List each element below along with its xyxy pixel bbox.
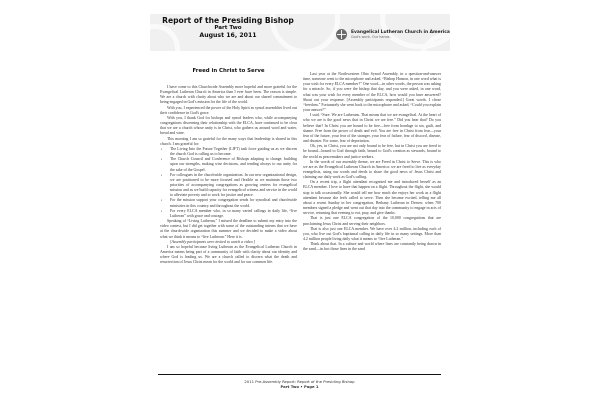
paragraph: In the words of our assembly theme, we are Freed in Christ to Serve. This is who we are as the Evangelical Lutheran Church in America: we are freed to live as everyday evangelists, using our words and deeds to share the good news of Jesus Christ and claiming our daily work as God's calling. (303, 159, 441, 180)
right-column (303, 72, 441, 252)
stage-direction: [Assembly participants were invited to watch a video.] (170, 239, 256, 244)
paragraph: With you, I thank God for bishops and synod leaders who, while accompanying congregations discerning their relationship with the ELCA, have continued to be clear that we are a church whose unity is in Christ, who gathers us around word and water, bread and wine. (160, 115, 297, 136)
list-item: ▪ For every ELCA member who, in so many varied callings in daily life, “live Lutheran” with grace and courage. (170, 209, 297, 219)
report-part: Part Two (214, 25, 242, 31)
page-footer (158, 379, 441, 389)
elca-logo (336, 29, 450, 40)
left-column (160, 85, 297, 265)
paragraph: With you, I experienced the power of the Holy Spirit as synod assemblies lived out their confidence in God's grace. (160, 105, 297, 115)
paragraph: I have come to this Churchwide Assembly more hopeful and more grateful for the Evangelical Lutheran Church in America than I ever have been. The reason is simple. We are a church with clarity about who we are and about our shared commitment to being engaged in God's mission for the life of the world. (160, 85, 297, 105)
logo-name: Evangelical Lutheran Church in America (351, 30, 450, 35)
paragraph: That is also just one ELCA member. We have over 4.2 million, including each of you, who live out God's baptismal calling in daily life in so many settings. More than 4.2 million people living daily what it means to “live Lutheran.” (303, 226, 441, 241)
list-item: ▪ The Church Council and Conference of Bishops adapting to change, building upon our strengths, making wise decisions, and tending always to our unity for the sake of the Gospel. (170, 157, 297, 172)
paragraph: This morning I am so grateful for the many ways that leadership is shared in this church. I am grateful for: (160, 136, 297, 146)
paragraph: That is just one ELCA congregation of the 10,000 congregations that are proclaiming Jesus Christ and serving their neighbors. (303, 216, 441, 226)
paragraph: On a recent trip, a flight attendant recognized me and introduced herself as an ELCA member. I love to have that happen on a flight. Throughout the flight, she would stop to talk occasionally. She would tell me how much she enjoys her work as a flight attendant because she feels called to serve. Then she became excited, telling me all about a recent Sunday in her congregation, Bethany Lutheran in Denver, when 700 members signed a pledge and went out that day into the community to engage in acts of service, returning that evening to eat, pray, and give thanks. (303, 180, 441, 216)
paragraph: Oh, yes, in Christ, you are not only bound to be free, but in Christ you are freed to be bound—bound to God through faith, bound to God's creation as stewards, bound to the world as peacemakers and justice seekers. (303, 144, 441, 159)
paragraph: Last year at the Northwestern Ohio Synod Assembly, in a question-and-answer time, someone went to the microphone and asked, “Bishop Hanson, in one word what is your wish for every ELCA member?” One word—in other words, the person was asking for a miracle. So, if you were the bishop that day, and you were asked, in one word, what was your wish for every member of the ELCA, how would you have answered? Shout out your response. [Assembly participants responded.] Great words. I chose “freedom.” Fortunately she went back to the microphone and asked, “Could you explain your answer?” (303, 72, 441, 113)
footer-page-number: Part Two • Page 1 (280, 384, 319, 389)
paragraph: I said, “Sure. We are Lutherans. That means that we are evangelical. At the heart of who we are is the good news that in Christ we are free.” Did you hear that? Do you believe that? In Christ you are bound to be free—free from bondage to sin, guilt, and shame. Free from the power of death and evil. You are free in Christ from fear—your fear of the future, your fear of the stranger, your fear of failure, fear of discord, disease, and disaster. For some, fear of deportation. (303, 113, 441, 144)
report-header-band (150, 14, 450, 51)
paragraph: I am so hopeful because living Lutheran as the Evangelical Lutheran Church in America means being part of a community of faith with clarity about our identity and where God is leading us. We are a church called to discern what the death and resurrection of Jesus Christ mean for the world and for our common life. (160, 244, 297, 265)
section-title: Freed in Christ to Serve (192, 68, 265, 74)
footer-report-title: 2011 Pre-Assembly Report: Report of the Presiding Bishop (244, 379, 355, 384)
list-item: ▪ For colleagues in the churchwide organization. In our new organizational design, we are positioned to be more focused and flexible as we maintain those two priorities of accompanying congregations as growing centers for evangelical mission and as we build capacity for evangelical witness and service in the world to alleviate poverty and to work for justice and peace. (170, 173, 297, 199)
report-title-block (150, 16, 306, 40)
gratitude-list (160, 147, 297, 219)
report-date: August 16, 2011 (199, 32, 257, 39)
paragraph: Speaking of “Living Lutheran,” I missed the deadline to submit my entry into the video contest, but I did get together with some of the outstanding interns that we have at the churchwide organization this summer and we decided to make a video about what we think it means to “live Lutheran.” Here it is. (160, 219, 297, 239)
paragraph: Think about that. In a culture and world where lines are constantly being drawn in the sand—in fact those lines in the sand (303, 242, 441, 252)
logo-tagline: God's work. Our hands. (351, 35, 391, 39)
report-title: Report of the Presiding Bishop (162, 16, 294, 25)
list-item: ▪ For the mission support your congregation sends for synodical and churchwide ministries in this country and throughout the world. (170, 198, 297, 208)
list-item: ▪ The Living Into the Future Together (LIFT) task force guiding us as we discern the church God is calling us to become. (170, 147, 297, 157)
elca-cross-icon (336, 29, 347, 40)
footer-divider (158, 374, 441, 375)
